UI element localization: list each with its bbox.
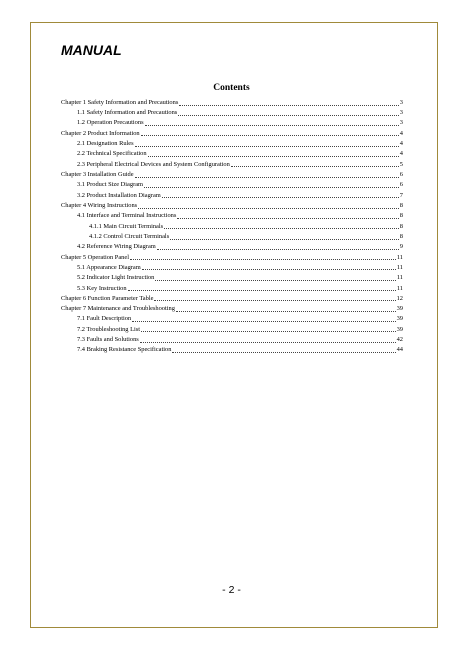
toc-dot-leader (141, 135, 399, 136)
toc-entry[interactable] (61, 325, 403, 335)
toc-entry-title: 3.1 Product Size Diagram (77, 181, 144, 189)
toc-dot-leader (142, 269, 396, 270)
toc-entry[interactable] (61, 335, 403, 345)
toc-entry[interactable] (61, 222, 403, 232)
toc-entry-page: 3 (399, 109, 403, 117)
toc-entry-title: 4.1 Interface and Terminal Instructions (77, 212, 177, 220)
toc-entry-page: 39 (396, 315, 403, 323)
toc-entry-page: 4 (399, 139, 403, 147)
toc-entry-title: 4.2 Reference Wiring Diagram (77, 243, 156, 251)
toc-entry-title: 2.2 Technical Specification (77, 150, 147, 158)
toc-entry-title: Chapter 3 Installation Guide (61, 171, 134, 179)
toc-dot-leader (157, 249, 399, 250)
toc-dot-leader (179, 105, 398, 106)
toc-entry[interactable] (61, 242, 403, 252)
toc-entry-page: 42 (396, 335, 403, 343)
toc-dot-leader (177, 218, 398, 219)
toc-entry[interactable] (61, 98, 403, 108)
toc-entry-title: Chapter 4 Wiring Instructions (61, 202, 138, 210)
toc-entry-page: 8 (399, 212, 403, 220)
toc-entry-page: 4 (399, 150, 403, 158)
toc-entry-page: 11 (396, 284, 403, 292)
toc-entry-title: 7.3 Faults and Solutions (77, 335, 139, 343)
toc-dot-leader (148, 156, 399, 157)
toc-entry-title: 7.2 Troubleshooting List (77, 325, 141, 333)
toc-dot-leader (132, 321, 395, 322)
toc-entry-title: 7.1 Fault Description (77, 315, 132, 323)
toc-entry-title: Chapter 7 Maintenance and Troubleshooting (61, 305, 175, 313)
toc-entry[interactable] (61, 284, 403, 294)
toc-entry-page: 6 (399, 181, 403, 189)
toc-entry-page: 3 (399, 99, 403, 106)
toc-dot-leader (144, 187, 399, 188)
manual-header: MANUAL (61, 42, 122, 58)
toc-dot-leader (135, 146, 399, 147)
contents-title: Contents (213, 83, 250, 93)
toc-entry[interactable] (61, 304, 403, 314)
toc-entry-title: 5.1 Appearance Diagram (77, 263, 141, 271)
toc-entry-title: 4.1.1 Main Circuit Terminals (89, 222, 164, 230)
toc-entry-title: 1.2 Operation Precautions (77, 119, 144, 127)
toc-dot-leader (141, 331, 396, 332)
toc-entry-title: Chapter 6 Function Parameter Table (61, 294, 154, 302)
toc-entry-page: 11 (396, 263, 403, 271)
toc-dot-leader (164, 228, 399, 229)
toc-entry[interactable] (61, 273, 403, 283)
toc-entry[interactable] (61, 160, 403, 170)
toc-entry-page: 8 (399, 232, 403, 240)
toc-entry-page: 11 (396, 253, 403, 261)
toc-entry-title: 4.1.2 Control Circuit Terminals (89, 232, 170, 240)
toc-dot-leader (162, 197, 399, 198)
toc-entry-page: 5 (399, 160, 403, 168)
toc-entry-page: 6 (399, 171, 403, 179)
toc-entry[interactable] (61, 108, 403, 118)
toc-entry[interactable] (61, 345, 403, 355)
toc-entry-title: 5.3 Key Instruction (77, 284, 127, 292)
toc-entry-page: 39 (396, 305, 403, 313)
toc-entry[interactable] (61, 294, 403, 304)
toc-entry-title: 7.4 Braking Resistance Specification (77, 346, 172, 354)
toc-entry[interactable] (61, 232, 403, 242)
toc-entry-page: 44 (396, 346, 403, 354)
toc-dot-leader (172, 352, 395, 353)
toc-entry-title: Chapter 1 Safety Information and Precautions (61, 99, 179, 106)
toc-entry-title: 2.1 Designation Rules (77, 139, 134, 147)
toc-entry-page: 11 (396, 274, 403, 282)
toc-dot-leader (178, 115, 399, 116)
toc-entry[interactable] (61, 191, 403, 201)
toc-entry[interactable] (61, 180, 403, 190)
toc-dot-leader (138, 208, 399, 209)
toc-entry-page: 3 (399, 119, 403, 127)
toc-dot-leader (130, 259, 396, 260)
toc-entry[interactable] (61, 149, 403, 159)
toc-entry-page: 7 (399, 191, 403, 199)
toc-entry-page: 39 (396, 325, 403, 333)
toc-entry[interactable] (61, 139, 403, 149)
toc-entry-page: 4 (399, 129, 403, 137)
toc-entry-page: 9 (399, 243, 403, 251)
toc-dot-leader (231, 166, 399, 167)
page-number: - 2 - (222, 584, 241, 596)
toc-entry-title: 1.1 Safety Information and Precautions (77, 109, 178, 117)
toc-entry[interactable] (61, 314, 403, 324)
toc-entry-page: 8 (399, 222, 403, 230)
toc-dot-leader (128, 290, 396, 291)
toc-entry-title: 5.2 Indicator Light Instruction (77, 274, 155, 282)
toc-entry[interactable] (61, 170, 403, 180)
table-of-contents (61, 98, 403, 356)
toc-entry[interactable] (61, 201, 403, 211)
toc-dot-leader (176, 311, 396, 312)
toc-dot-leader (170, 239, 399, 240)
toc-dot-leader (155, 280, 395, 281)
toc-dot-leader (145, 125, 399, 126)
toc-entry-title: 3.2 Product Installation Diagram (77, 191, 161, 199)
toc-entry[interactable] (61, 118, 403, 128)
toc-entry[interactable] (61, 263, 403, 273)
toc-entry[interactable] (61, 129, 403, 139)
toc-dot-leader (154, 300, 395, 301)
toc-entry-page: 8 (399, 202, 403, 210)
toc-dot-leader (135, 177, 399, 178)
toc-entry-title: 2.3 Peripheral Electrical Devices and System Configuration (77, 160, 230, 168)
toc-entry[interactable] (61, 211, 403, 221)
toc-entry-title: Chapter 5 Operation Panel (61, 253, 129, 261)
toc-entry-page: 12 (396, 294, 403, 302)
toc-dot-leader (140, 342, 396, 343)
toc-entry[interactable] (61, 253, 403, 263)
toc-entry-title: Chapter 2 Product Information (61, 129, 140, 137)
